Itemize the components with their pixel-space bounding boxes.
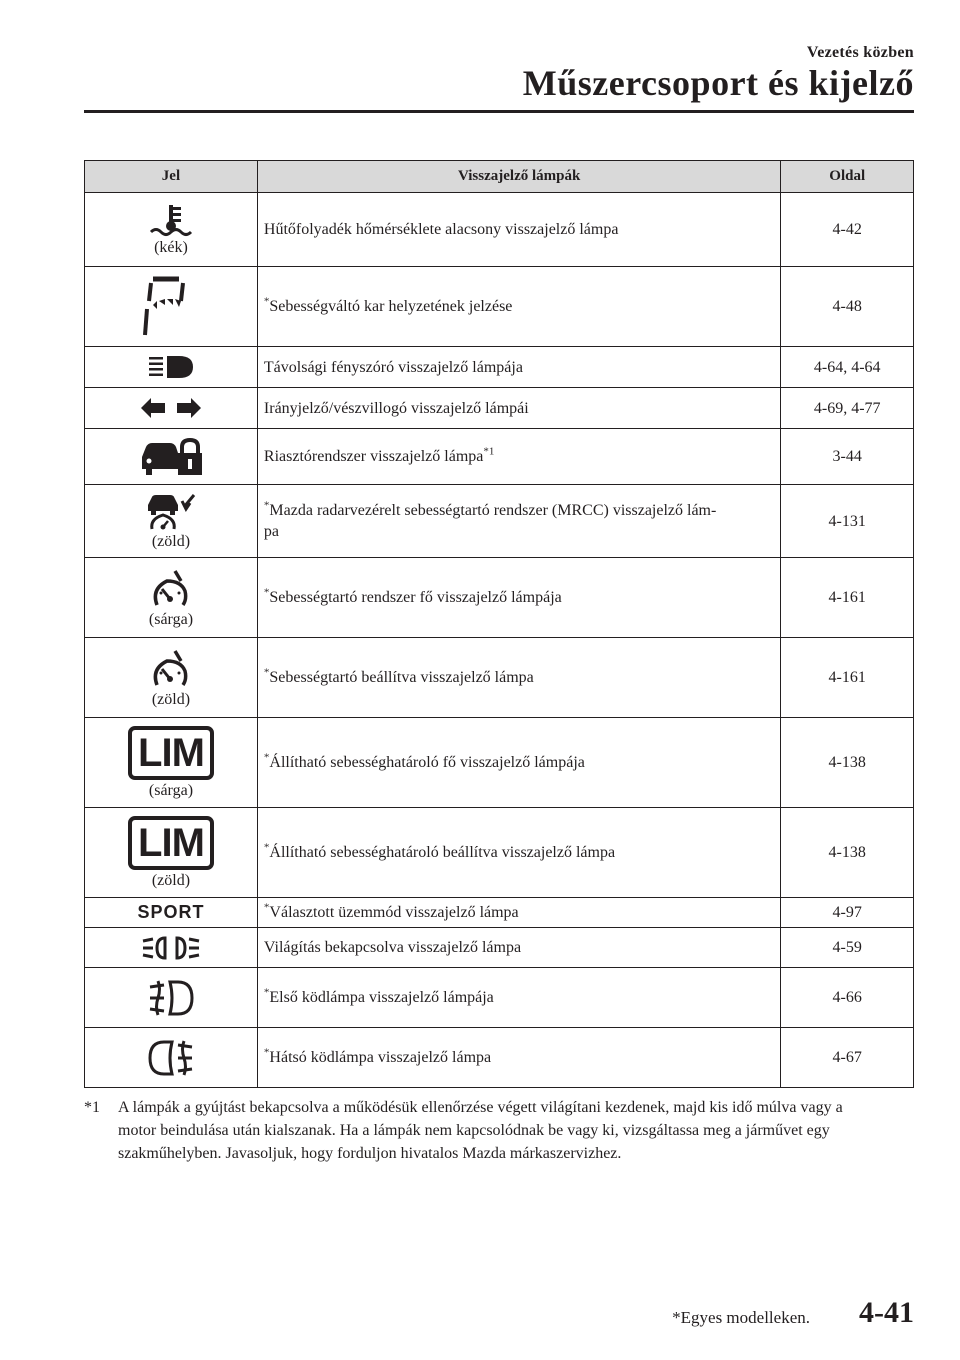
symbol-caption: (kék) [154,238,188,256]
footnote-mark: *1 [84,1099,100,1116]
row-description: Hűtőfolyadék hőmérséklete alacsony visszajelző lámpa [257,193,781,267]
table-row [85,347,914,388]
row-page: 4-67 [781,1028,914,1088]
footnote [84,1096,884,1165]
indicator-table [84,160,914,1088]
cruise-set-icon [151,647,191,689]
table-row [85,968,914,1028]
header-rule [84,110,914,113]
lim-main-icon: LIM [128,726,214,780]
symbol-caption: (zöld) [151,690,191,708]
row-description: Irányjelző/vészvillogó visszajelző lámpái [257,388,781,429]
symbol-caption: (zöld) [151,533,191,550]
front-fog-icon [148,979,194,1017]
column-header-description: Visszajelző lámpák [257,161,781,193]
symbol-caption: (sárga) [148,781,194,799]
table-row [85,429,914,485]
row-page: 4-138 [781,808,914,898]
row-page: 3-44 [781,429,914,485]
row-description: *Választott üzemmód visszajelző lámpa [257,898,781,928]
alarm-lock-icon [140,437,202,477]
models-note: *Egyes modelleken. [672,1308,810,1327]
row-page: 4-69, 4-77 [781,388,914,429]
table-row [85,718,914,808]
table-row [85,388,914,429]
row-description: *Sebességtartó beállítva visszajelző lámpa [257,638,781,718]
symbol-caption: (zöld) [151,871,191,889]
page-title: Műszercsoport és kijelző [522,63,914,103]
turn-signal-icon [139,397,203,419]
row-page: 4-48 [781,267,914,347]
cruise-main-icon [151,567,191,609]
table-row [85,193,914,267]
table-header-row [85,161,914,193]
row-page: 4-161 [781,638,914,718]
mrcc-icon [144,491,198,531]
row-page: 4-97 [781,898,914,928]
section-header: Vezetés közben [806,44,914,61]
table-row [85,267,914,347]
table-row [85,558,914,638]
rear-fog-icon [148,1039,194,1077]
table-row [85,928,914,968]
row-description: *Első ködlámpa visszajelző lámpája [257,968,781,1028]
table-row [85,638,914,718]
table-row [85,808,914,898]
row-description: *Sebességváltó kar helyzetének jelzése [257,267,781,347]
row-page: 4-59 [781,928,914,968]
row-description: Távolsági fényszóró visszajelző lámpája [257,347,781,388]
table-row [85,898,914,928]
symbol-caption: (sárga) [148,610,194,628]
lim-set-icon: LIM [128,816,214,870]
column-header-symbol: Jel [85,161,258,193]
footnote-text: A lámpák a gyújtást bekapcsolva a működésük ellenőrzése végett világítani kezdenek, majd kis idő múlva vagy a motor beindulása után kialszanak. Ha a lámpák nem kapcsolódnak be vagy ki, vizsgáltassa meg a járművet egy szakműhelyben. Javasoljuk, hogy forduljon hivatalos Mazda márkaszervizhez. [118,1099,843,1162]
row-description: *Mazda radarvezérelt sebességtartó rendszer (MRCC) visszajelző lám- pa [257,485,781,558]
coolant-temp-icon [148,203,194,237]
gear-position-icon [143,275,199,339]
row-description: *Sebességtartó rendszer fő visszajelző lámpája [257,558,781,638]
row-page: 4-161 [781,558,914,638]
row-page: 4-138 [781,718,914,808]
row-description: Világítás bekapcsolva visszajelző lámpa [257,928,781,968]
lights-on-icon [141,935,201,961]
table-row [85,485,914,558]
row-page: 4-42 [781,193,914,267]
column-header-page: Oldal [781,161,914,193]
row-description: *Állítható sebességhatároló beállítva visszajelző lámpa [257,808,781,898]
row-description: *Állítható sebességhatároló fő visszajelző lámpája [257,718,781,808]
high-beam-icon [147,355,195,379]
row-page: 4-64, 4-64 [781,347,914,388]
row-description: *Hátsó ködlámpa visszajelző lámpa [257,1028,781,1088]
row-page: 4-131 [781,485,914,558]
page-number: 4-41 [859,1296,914,1329]
row-page: 4-66 [781,968,914,1028]
row-description: Riasztórendszer visszajelző lámpa$^{*1}$ [257,429,781,485]
table-row [85,1028,914,1088]
sport-mode-icon: SPORT [137,902,205,922]
